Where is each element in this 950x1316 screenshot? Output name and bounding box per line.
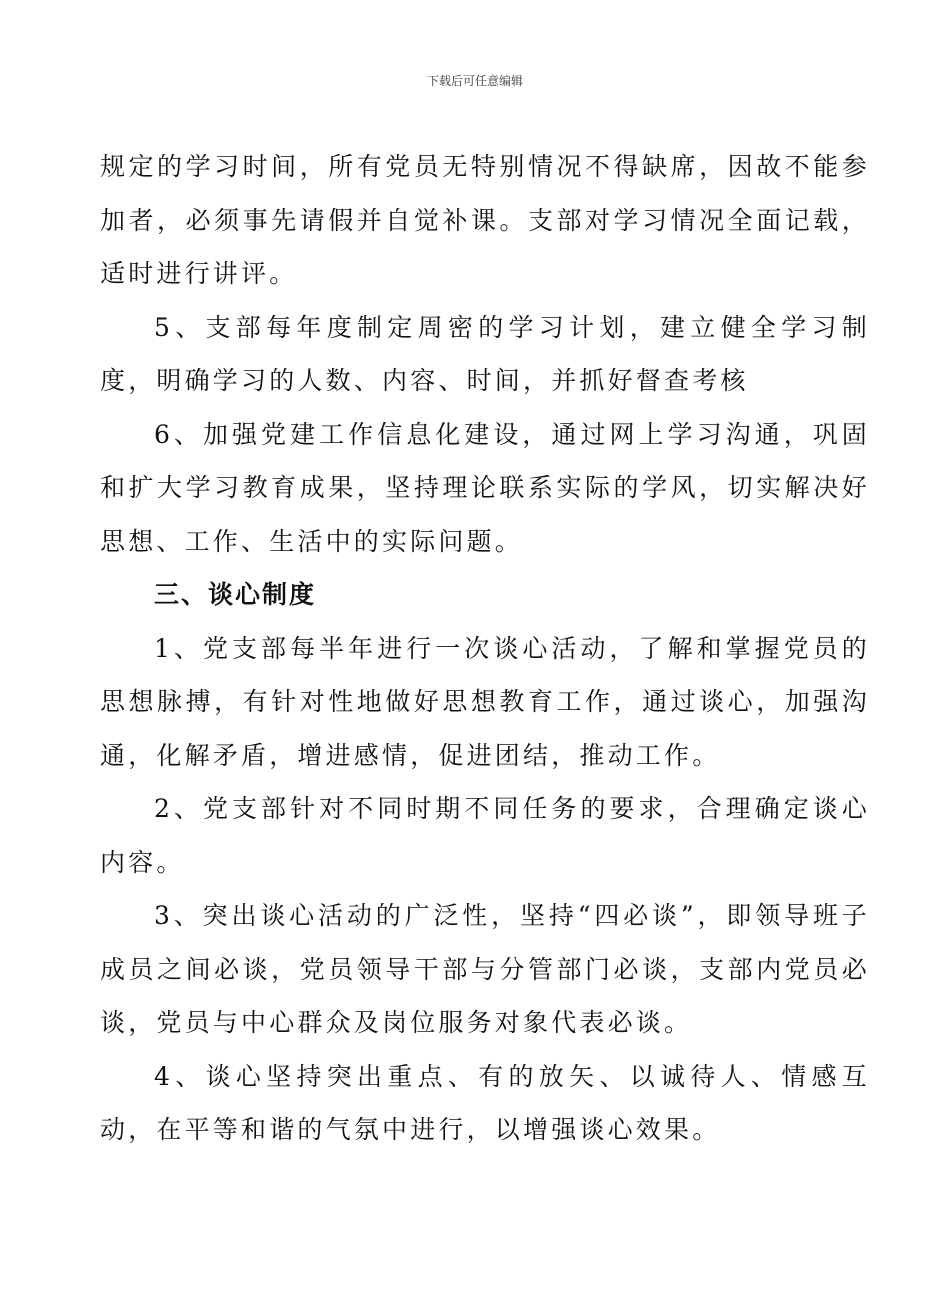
paragraph-continued: 规定的学习时间，所有党员无特别情况不得缺席，因故不能参加者，必须事先请假并自觉补课。支部对学习情况全面记载，适时进行讲评。 [100,152,870,288]
paragraph-talk-item-2: 2、党支部针对不同时期不同任务的要求，合理确定谈心内容。 [100,794,870,877]
paragraph-item-6: 6、加强党建工作信息化建设，通过网上学习沟通，巩固和扩大学习教育成果，坚持理论联系实际的学风，切实解决好思想、工作、生活中的实际问题。 [100,419,870,556]
page-header-note: 下载后可任意编辑 [426,74,523,88]
paragraph-talk-item-1: 1、党支部每半年进行一次谈心活动，了解和掌握党员的思想脉搏，有针对性地做好思想教育工作，通过谈心，加强沟通，化解矛盾，增进感情，促进团结，推动工作。 [100,633,870,770]
section-heading-talk-system: 三、谈心制度 [154,580,317,609]
paragraph-talk-item-3: 3、突出谈心活动的广泛性，坚持“四必谈”，即领导班子成员之间必谈，党员领导干部与分管部门必谈，支部内党员必谈，党员与中心群众及岗位服务对象代表必谈。 [100,901,870,1037]
document-body [100,140,870,1157]
paragraph-item-5: 5、支部每年度制定周密的学习计划，建立健全学习制度，明确学习的人数、内容、时间，并抓好督查考核 [100,312,870,395]
paragraph-talk-item-4: 4、谈心坚持突出重点、有的放矢、以诚待人、情感互动，在平等和谐的气氛中进行，以增强谈心效果。 [100,1061,870,1144]
